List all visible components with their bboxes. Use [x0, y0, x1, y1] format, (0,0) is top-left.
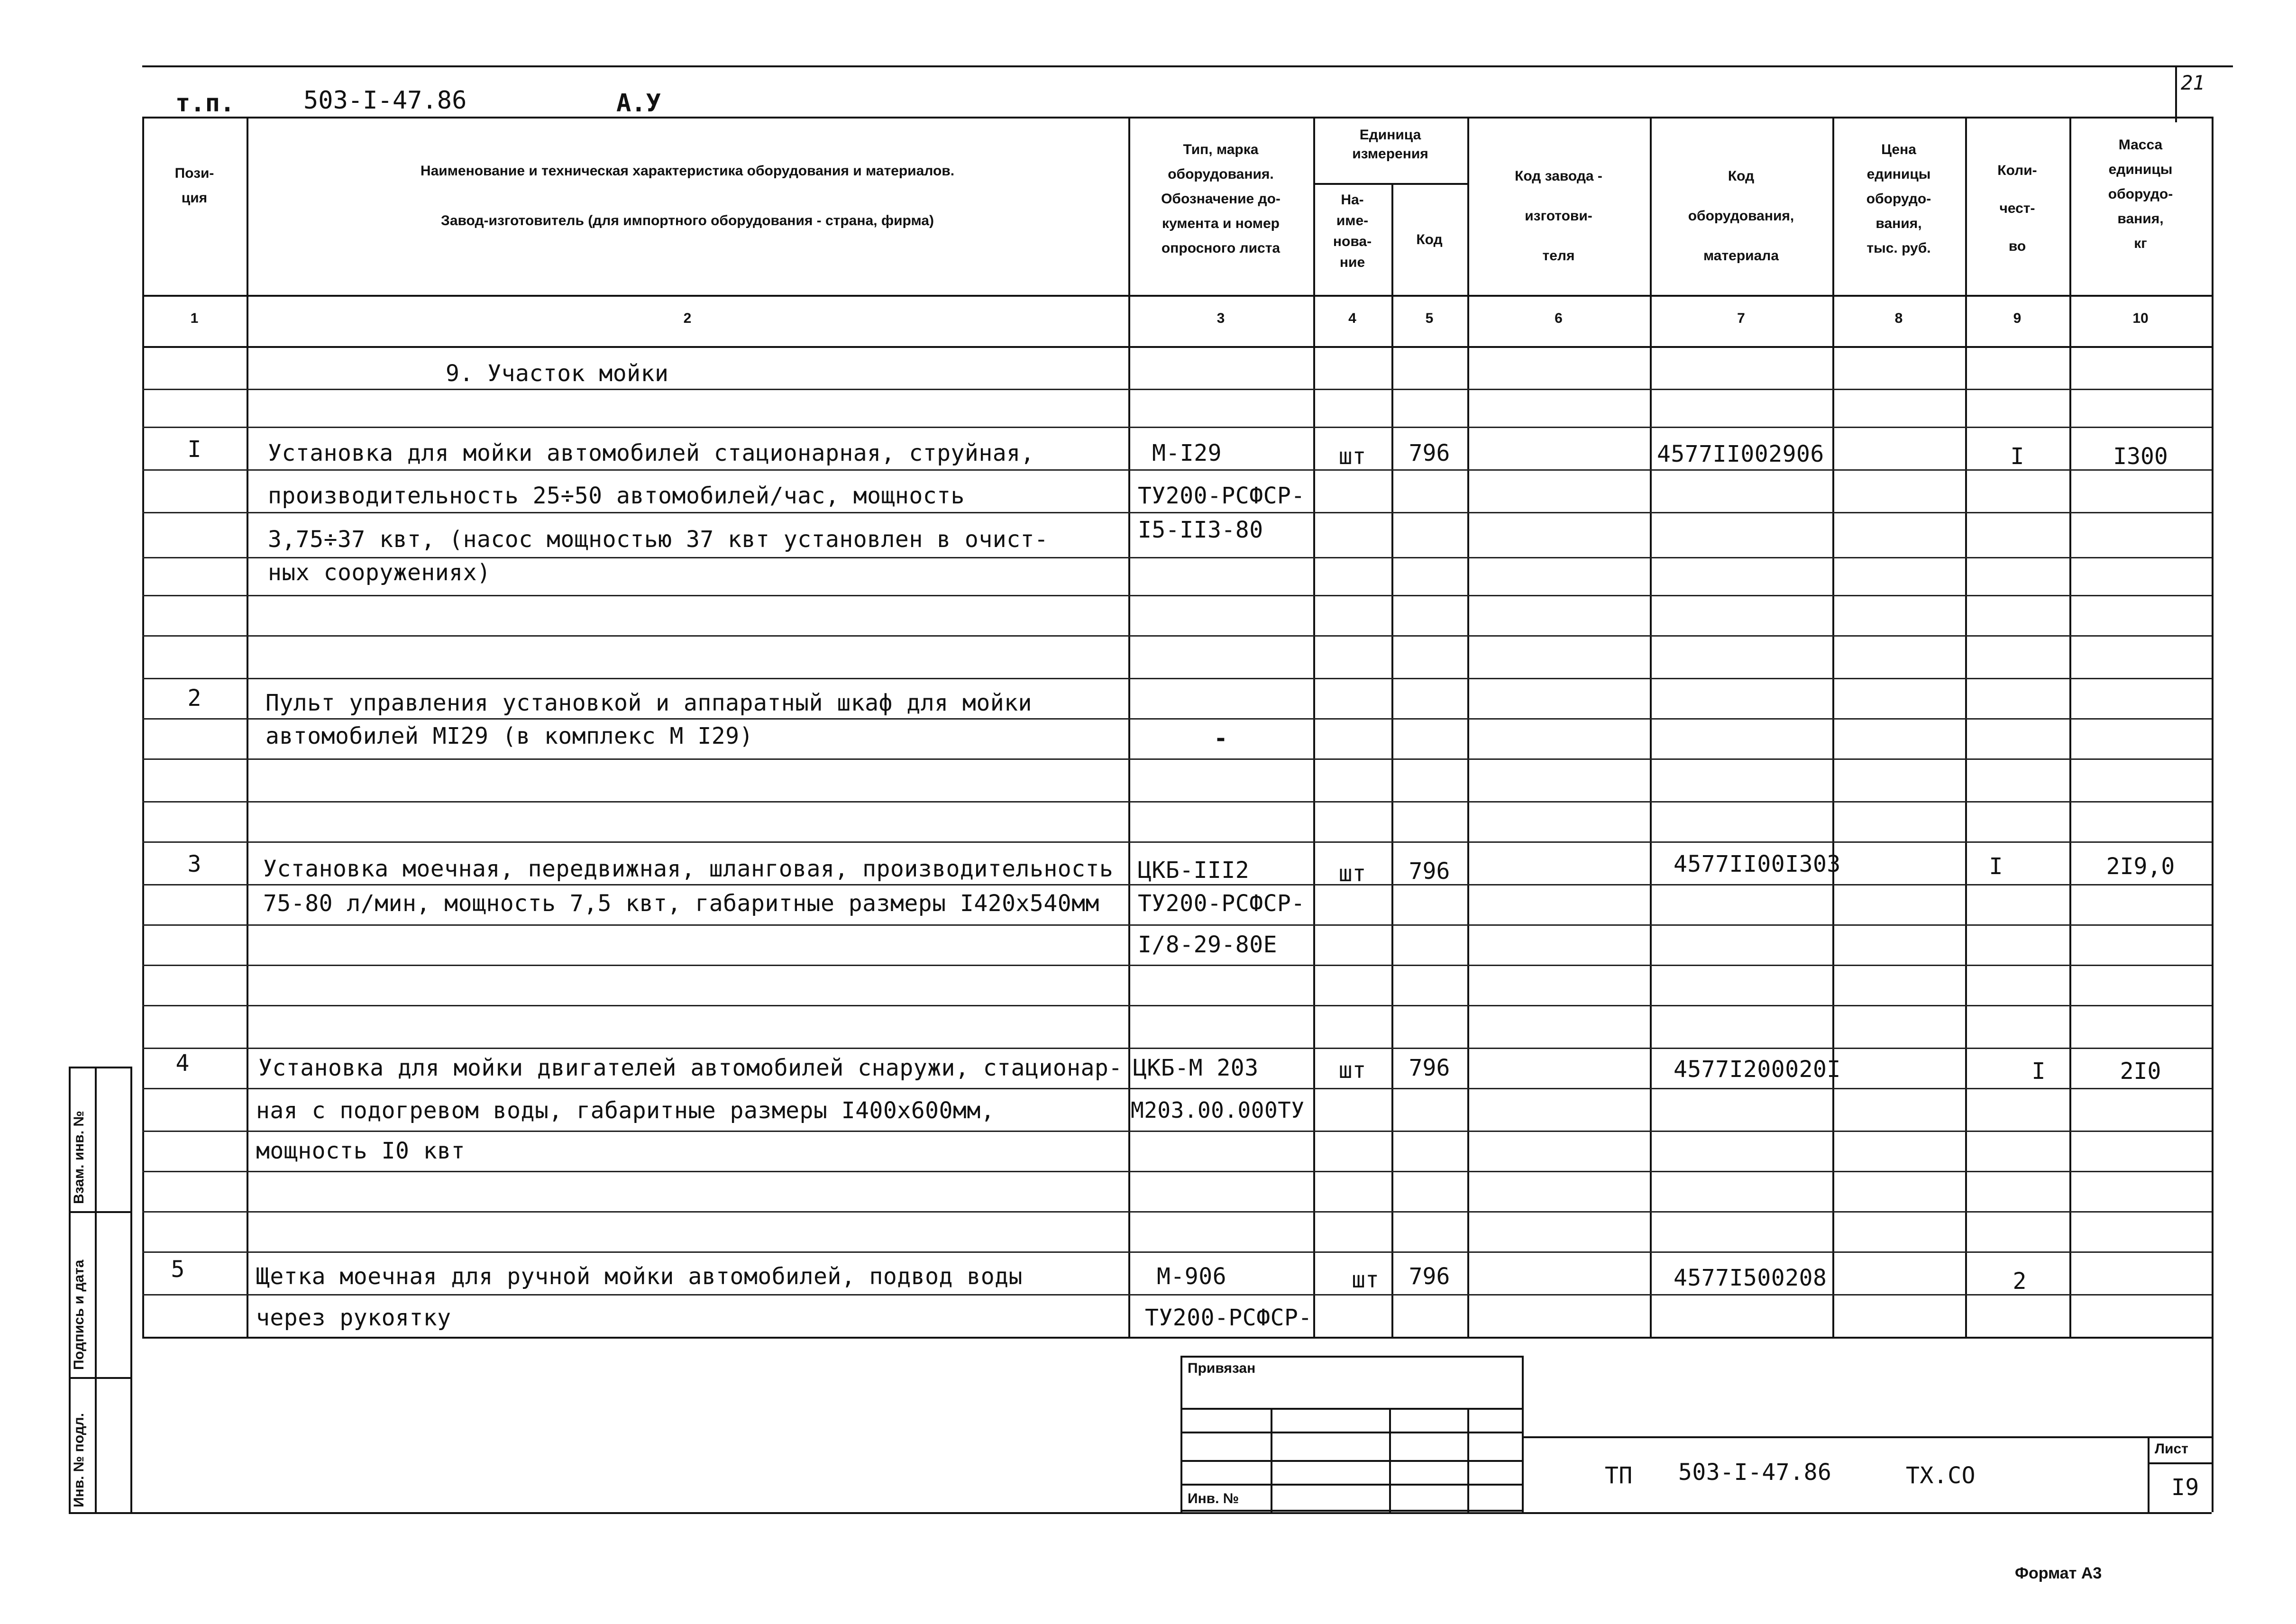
- row-description-line: производительность 25÷50 автомобилей/час, мощность: [268, 483, 965, 509]
- title-tp: ТП: [1605, 1462, 1633, 1489]
- col-equipment-code-header: Код оборудования, материала: [1688, 168, 1794, 264]
- sheet-label: Лист: [2155, 1441, 2188, 1457]
- row-quantity: I: [2010, 443, 2024, 470]
- row-type: М203.00.000ТУ: [1131, 1097, 1305, 1123]
- col-number-3: 3: [1217, 310, 1225, 326]
- title-doc: ТХ.СО: [1906, 1462, 1976, 1489]
- side-label-signature-date: Подпись и дата: [71, 1259, 87, 1370]
- tp-label: т.п.: [175, 89, 235, 118]
- row-description-line: Щетка моечная для ручной мойки автомобилей, подвод воды: [256, 1263, 1023, 1290]
- row-position: 2: [187, 685, 201, 712]
- col-mass-header: Масса единицы оборудо- вания, кг: [2108, 137, 2173, 251]
- row-description-line: через рукоятку: [256, 1305, 451, 1331]
- format-label: Формат А3: [2015, 1564, 2102, 1582]
- row-position: 3: [187, 851, 201, 877]
- col-unit-group-header: Единица измерения: [1352, 127, 1428, 162]
- col-type-header: Тип, марка оборудования. Обозначение до- кумента и номер опросного листа: [1161, 142, 1281, 256]
- col-number-10: 10: [2132, 310, 2149, 326]
- row-quantity: 2: [2012, 1268, 2027, 1295]
- row-type: М-I29: [1152, 440, 1222, 466]
- row-position: 5: [171, 1256, 185, 1283]
- col-factory-code-header: Код завода - изготови- теля: [1515, 168, 1602, 264]
- row-mass: I300: [2113, 443, 2168, 470]
- row-mass: 2I0: [2120, 1058, 2161, 1085]
- col-unit-name-header: На- име- нова- ние: [1333, 192, 1372, 270]
- col-number-2: 2: [683, 310, 692, 326]
- row-type: ТУ200-РСФСР-: [1138, 483, 1305, 509]
- title-code: 503-I-47.86: [1678, 1459, 1832, 1486]
- col-price-header: Цена единицы оборудо- вания, тыс. руб.: [1866, 142, 1931, 256]
- side-label-replaced-inv: Взам. инв. №: [71, 1111, 87, 1204]
- side-label-original-inv: Инв. № подл.: [71, 1413, 87, 1507]
- row-type: I5-II3-80: [1138, 517, 1263, 543]
- row-type: -: [1214, 725, 1228, 752]
- col-number-4: 4: [1348, 310, 1356, 326]
- page-number: 21: [2181, 71, 2205, 94]
- col-position-header: Пози- ция: [174, 165, 214, 206]
- row-description-line: Установка для мойки двигателей автомобилей снаружи, стационар-: [258, 1055, 1123, 1081]
- row-unit-code: 796: [1409, 1055, 1450, 1081]
- row-description-line: 75-80 л/мин, мощность 7,5 квт, габаритные размеры I420х540мм: [263, 890, 1099, 917]
- row-equipment-code: 4577II002906: [1657, 441, 1824, 467]
- row-description-line: ная с подогревом воды, габаритные размеры I400х600мм,: [256, 1097, 995, 1124]
- row-type: ЦКБ-М 203: [1133, 1055, 1259, 1081]
- row-description-line: ных сооружениях): [268, 559, 491, 586]
- col-number-7: 7: [1737, 310, 1745, 326]
- row-unit: шт: [1352, 1267, 1379, 1293]
- row-unit: шт: [1338, 860, 1366, 887]
- row-description-line: 3,75÷37 квт, (насос мощностью 37 квт установлен в очист-: [268, 526, 1049, 553]
- row-equipment-code: 4577I500208: [1674, 1265, 1827, 1291]
- col-number-1: 1: [190, 310, 199, 326]
- row-description-line: Пульт управления установкой и аппаратный шкаф для мойки: [265, 690, 1032, 716]
- row-unit: шт: [1338, 443, 1366, 470]
- row-position: I: [187, 436, 201, 463]
- col-number-9: 9: [2013, 310, 2022, 326]
- row-description-line: Установка моечная, передвижная, шланговая, производительность: [263, 856, 1114, 882]
- col-quantity-header: Коли- чест- во: [1997, 163, 2037, 254]
- stamp-inv-label: Инв. №: [1188, 1491, 1239, 1506]
- row-quantity: I: [1989, 853, 2003, 880]
- row-quantity: I: [2031, 1058, 2046, 1085]
- row-description-line: автомобилей МI29 (в комплекс М I29): [265, 723, 753, 749]
- col-number-8: 8: [1894, 310, 1903, 326]
- row-type: I/8-29-80Е: [1138, 931, 1277, 958]
- row-type: ТУ200-РСФСР-: [1145, 1305, 1312, 1331]
- col-unit-code-header: Код: [1416, 232, 1443, 247]
- sheet-number: I9: [2171, 1474, 2199, 1501]
- album-code: А.У: [616, 89, 661, 118]
- row-type: М-906: [1157, 1263, 1226, 1290]
- row-description-line: мощность I0 квт: [256, 1138, 465, 1164]
- section-title: 9. Участок мойки: [446, 360, 669, 387]
- row-position: 4: [175, 1050, 190, 1077]
- row-description-line: Установка для мойки автомобилей стационарная, струйная,: [268, 440, 1034, 466]
- row-unit-code: 796: [1409, 1263, 1450, 1290]
- stamp-attached-label: Привязан: [1188, 1360, 1256, 1376]
- row-unit: шт: [1338, 1057, 1366, 1084]
- col-name-header-line2: Завод-изготовитель (для импортного оборудования - страна, фирма): [441, 213, 934, 228]
- row-type: ЦКБ-III2: [1138, 857, 1250, 884]
- row-unit-code: 796: [1409, 858, 1450, 885]
- row-unit-code: 796: [1409, 440, 1450, 466]
- col-number-6: 6: [1555, 310, 1563, 326]
- col-number-5: 5: [1425, 310, 1434, 326]
- project-code: 503-I-47.86: [303, 86, 467, 115]
- row-equipment-code: 4577II00I303: [1674, 851, 1841, 877]
- col-name-header-line1: Наименование и техническая характеристика оборудования и материалов.: [420, 163, 955, 179]
- row-mass: 2I9,0: [2106, 853, 2175, 880]
- row-equipment-code: 4577I200020I: [1674, 1056, 1841, 1083]
- row-type: ТУ200-РСФСР-: [1138, 890, 1305, 917]
